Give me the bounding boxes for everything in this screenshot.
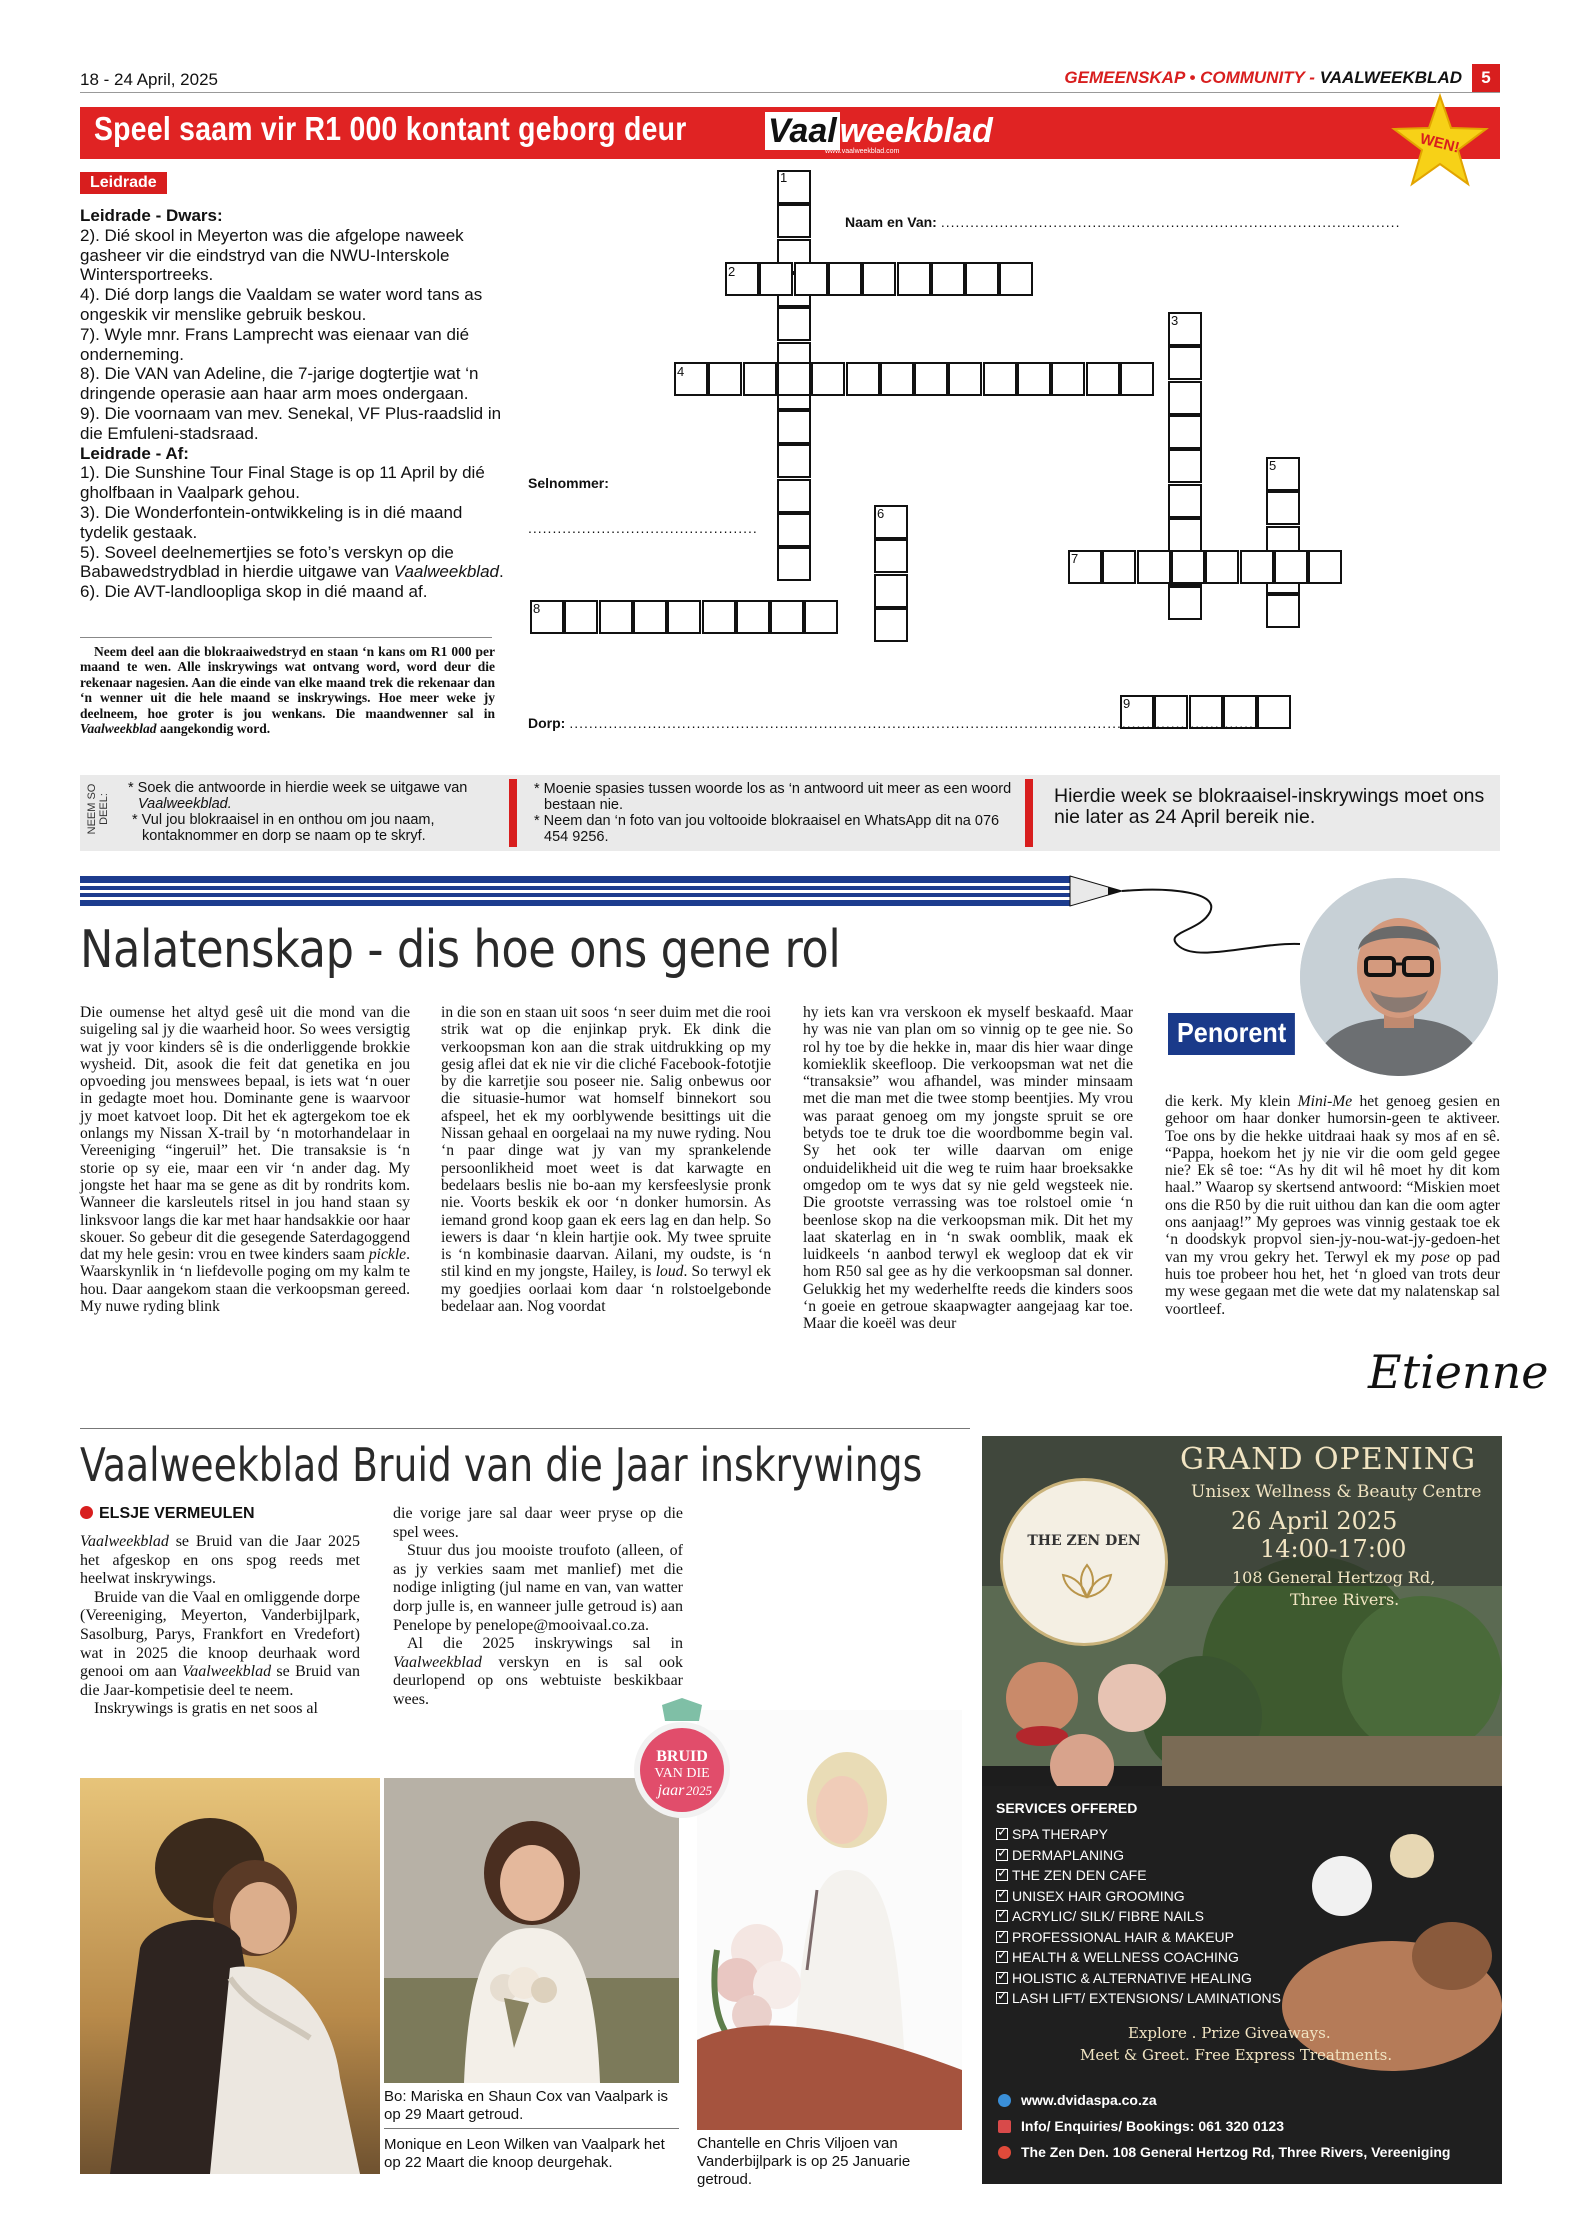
instruction-divider-2	[1025, 779, 1033, 847]
column-text-1-a: Die oumense het altyd gesê uit die mond van die suigeling sal jy die waarheid hoor. So wees versigtig wat jy voor kinders sê is die onderliggende brokkie wysheid. Dit, asook die feit dat genetika en jou opvoeding jou menswees bepaal, is iets wat ‘n ouer in gedagte moet hou. Dominante gene is waarvoor jy moet katvoet loop. Dit het ek agtergekom toe ek onlangs my Nissan X-trail by ‘n motorhandelaar in Vereeniging “ingeruil” het. Die transaksie is ‘n storie op sy eie, maar een vir ‘n ander dag. My jongste het haar ma se gene as dit by rondrits kom. Wanneer die karsleutels ritsel in jou hand staan sy linksvoor langs die kar met haar handsakkie oor haar skouer. So gebeur dit die gesegende Saterdagoggend dat my hele gesin: vrou en twee kinders saam	[80, 1004, 410, 1264]
crossword-cell[interactable]	[1168, 381, 1202, 415]
globe-icon	[998, 2094, 1011, 2107]
name-field[interactable]	[845, 214, 1400, 232]
service-label: ACRYLIC/ SILK/ FIBRE NAILS	[1012, 1908, 1204, 1924]
ad-location	[998, 2144, 1450, 2160]
byline	[80, 1505, 255, 1523]
vaalweekblad-logo	[765, 112, 993, 155]
crossword-cell[interactable]	[874, 574, 908, 608]
town-label: Dorp:	[528, 715, 566, 731]
clue-down-5: 5). Soveel deelnemertjies se foto’s verskyn op die Babawedstrydblad in hierdie uitgawe van Vaalweekblad.	[80, 542, 504, 582]
clue-down-1: 1). Die Sunshine Tour Final Stage is op 11 April by dié gholfbaan in Vaalpark gehou.	[80, 463, 485, 503]
crossword-cell[interactable]	[811, 362, 845, 396]
clue-down-5-italic: Vaalweekblad	[393, 562, 499, 582]
column-text-1-italic: pickle	[368, 1246, 407, 1264]
section-rule	[80, 1428, 970, 1429]
bruid-p4: die vorige jare sal daar weer pryse op die spel wees.	[393, 1505, 683, 1541]
bruid-p1-italic: Vaalweekblad	[80, 1533, 169, 1550]
bruid-p2-end: se Bruid van die Jaar-kompetisie deel te neem.	[80, 1663, 360, 1699]
town-field[interactable]	[528, 715, 1254, 733]
logo-url: www.vaalweekblad.com	[825, 148, 900, 155]
page-number: 5	[1472, 64, 1500, 92]
zen-den-logo	[1000, 1478, 1168, 1646]
crossword-cell[interactable]	[794, 262, 828, 296]
services-heading: SERVICES OFFERED	[996, 1800, 1138, 1816]
instructions-side-label: NEEM SO DEEL:	[86, 783, 110, 835]
badge-line-2: VAN DIE	[654, 1766, 710, 1781]
ad-headline: GRAND OPENING	[1180, 1442, 1477, 1477]
bruid-text-1	[80, 1533, 360, 1719]
bruid-p2	[80, 1589, 360, 1701]
section-label-paper: VAALWEEKBLAD	[1319, 68, 1462, 87]
column-text-3: hy iets kan vra verskoon ek myself beskaafd. Maar hy was nie van plan om so vinnig op te gee nie. So rol hy toe by die hekke in, maar dis hier waar dinge komieklik skeefloop. Die verkoopsman wat net die “transaksie” wou afhandel, was minder minsaam met die man met die twee stomp beentjies. My vrou was paraat genoeg om my jongste spruit se ore betyds toe te druk toe die woordbomme begin val. Sy het ook ter wille daarvan om enige onduidelikheid uit die weg te ruim haar broeksakke omgedop om te wys dat sy nie geld wegsteek nie. Die grootste verrassing was toe rolstoel omie ‘n beenlose skop na die verkoopsman mik. Dit het my laat skaterlag en in ‘n swak oomblik, maak ek luidkeels ‘n aanbod terwyl ek wegloop dat ek vir hom R50 sal gee as hy die verkoopsman sal donner. Gelukkig het my wederhelfte reeds die kinders soos ‘n goeie en getroue skaapwagter aangejaag kar toe. Maar die koeël was deur	[803, 1004, 1133, 1333]
service-item	[996, 1990, 1281, 2006]
crossword-number: 5	[1269, 458, 1277, 473]
columnist-photo	[1300, 878, 1498, 1076]
crossword-cell[interactable]	[1308, 550, 1342, 584]
service-item	[996, 1970, 1252, 1986]
caption-wilken: Monique en Leon Wilken van Vaalpark het op 22 Maart die knoop deurgehak.	[384, 2136, 665, 2171]
instruction-col-1	[128, 780, 508, 844]
name-label: Naam en Van:	[845, 214, 937, 230]
ad-location-text: The Zen Den. 108 General Hertzog Rd, Three Rivers, Vereeniging	[1021, 2144, 1451, 2160]
crossword-cell[interactable]	[1266, 594, 1300, 628]
checkbox-icon	[996, 1992, 1008, 2004]
bruid-p3: Inskrywings is gratis en net soos al	[94, 1700, 318, 1718]
section-label-red: GEMEENSKAP • COMMUNITY -	[1064, 68, 1320, 87]
bruid-p6-text: Al die 2025 inskrywings sal in	[407, 1635, 683, 1653]
crossword-cell[interactable]	[777, 547, 811, 581]
column-text-2	[441, 1004, 771, 1315]
issue-date: 18 - 24 April, 2025	[80, 70, 218, 89]
crossword-number: 4	[677, 364, 685, 379]
crossword-cell[interactable]	[846, 362, 880, 396]
crossword-cell[interactable]	[897, 262, 931, 296]
crossword-cell[interactable]	[828, 262, 862, 296]
bruid-p2-italic: Vaalweekblad	[182, 1663, 272, 1681]
column-text-4-italic2: pose	[1421, 1248, 1450, 1266]
crossword-number: 7	[1071, 551, 1079, 566]
crossword-cell[interactable]	[702, 600, 736, 634]
ad-subline: Unisex Wellness & Beauty Centre	[1191, 1482, 1482, 1502]
crossword-cell[interactable]	[770, 600, 804, 634]
crossword-cell[interactable]	[1168, 586, 1202, 620]
column-text-1-b: . Waarskynlik in ‘n liefdevolle poging om my kalm te hou. Daar aangekom staan die verkoopsman gereed. My nuwe ryding blink	[80, 1246, 410, 1316]
column-text-4-italic: Mini-Me	[1297, 1093, 1353, 1110]
entry-note-end: aangekondig word.	[156, 721, 271, 737]
town-dots: ............................................................................................................................................	[569, 715, 1254, 731]
service-item	[996, 1867, 1147, 1883]
checkbox-icon	[996, 1910, 1008, 1922]
columnist-portrait	[1300, 878, 1498, 1076]
badge-year: 2025	[686, 1783, 712, 1798]
caption-viljoen: Chantelle en Chris Viljoen van Vanderbijlpark is op 25 Januarie getroud.	[697, 2135, 911, 2188]
header-rule	[80, 92, 1500, 93]
crossword-cell[interactable]	[1205, 550, 1239, 584]
phone-icon	[998, 2120, 1011, 2133]
service-label: UNISEX HAIR GROOMING	[1012, 1887, 1185, 1904]
column-text-4-b: het genoeg gesien en gehoor om haar donker humorsin-geen te aktiveer. Toe ons by die hekke uitdraai haak sy mos af en sê. “Pappa, hoekom het jy nie vir die oom geld gegee nie? Ek sê toe: “As hy dit wil hê moet hy dit kom haal.” Waarop sy skertsend antwoord: “Miskien moet ons die R50 by die ruit uithou dan kan die oom agter ons aanjaag!” My geproes was vinnig gestaak toe ek ‘n doodskyk propvol sien-jy-nou-wat-jy-gedoen-het van my vrou gekry het. Terwyl ek my	[1165, 1093, 1501, 1266]
crossword-clues	[80, 206, 510, 602]
crossword-cell[interactable]	[777, 410, 811, 444]
crossword-cell[interactable]	[1274, 550, 1308, 584]
ad-meet-greet: Meet & Greet. Free Express Treatments.	[1080, 2046, 1393, 2064]
crossword-cell[interactable]	[633, 600, 667, 634]
byline-name: ELSJE VERMEULEN	[99, 1505, 255, 1522]
column-tag: Penorent	[1168, 1013, 1295, 1055]
crossword-cell[interactable]	[1171, 550, 1205, 584]
crossword-cell[interactable]	[1257, 695, 1291, 729]
star-text: WEN!	[1418, 130, 1462, 157]
ad-phone-text: Info/ Enquiries/ Bookings: 061 320 0123	[1021, 2118, 1284, 2134]
ad-website-text: www.dvidaspa.co.za	[1021, 2092, 1157, 2108]
service-item	[996, 1908, 1204, 1924]
crossword-cell[interactable]	[743, 362, 777, 396]
logo-vaal: Vaal	[765, 112, 840, 150]
caption-cox: Bo: Mariska en Shaun Cox van Vaalpark is op 29 Maart getroud.	[384, 2088, 669, 2123]
column-title: Nalatenskap - dis hoe ons gene rol	[80, 920, 841, 980]
column-text-4	[1165, 1093, 1500, 1318]
crossword-cell[interactable]	[999, 262, 1033, 296]
clue-down-3: 3). Die Wonderfontein-ontwikkeling is in dié maand tydelik gestaak.	[80, 502, 463, 542]
phone-label: Selnommer:	[528, 475, 609, 491]
deadline-note: Hierdie week se blokraaisel-inskrywings moet ons nie later as 24 April bereik nie.	[1054, 785, 1485, 828]
crossword-number: 2	[728, 264, 736, 279]
clue-down-6: 6). Die AVT-landloopliga skop in dié maand af.	[80, 582, 428, 602]
ad-time: 14:00-17:00	[1260, 1535, 1407, 1563]
crossword-number: 1	[780, 170, 788, 185]
ad-explore: Explore . Prize Giveaways.	[1128, 2024, 1331, 2042]
bruid-title: Vaalweekblad Bruid van die Jaar inskrywings	[80, 1438, 923, 1492]
star-icon	[1390, 92, 1490, 192]
instruction-1b: * Vul jou blokraaisel in en onthou om jou naam, kontaknommer en dorp se naam op te skryf.	[132, 812, 435, 844]
clues-rule	[80, 637, 492, 638]
ad-date: 26 April 2025	[1231, 1507, 1398, 1535]
checkbox-icon	[996, 1931, 1008, 1943]
ad-address-line-1: 108 General Hertzog Rd,	[1232, 1568, 1436, 1587]
crossword-cell[interactable]	[1120, 362, 1154, 396]
lotus-icon	[1057, 1561, 1117, 1601]
crossword-cell[interactable]	[1168, 346, 1202, 380]
crossword-cell[interactable]	[564, 600, 598, 634]
instruction-divider-1	[509, 779, 517, 847]
instruction-1a-text: * Soek die antwoorde in hierdie week se uitgawe van	[128, 780, 468, 796]
bruid-p6-italic: Vaalweekblad	[393, 1653, 482, 1671]
crossword-cell[interactable]	[931, 262, 965, 296]
service-label: SPA THERAPY	[1012, 1826, 1108, 1842]
ad-website[interactable]	[998, 2092, 1157, 2108]
crossword-cell[interactable]	[948, 362, 982, 396]
clues-across-heading: Leidrade - Dwars:	[80, 206, 223, 225]
name-dots: ..............................................................................................	[940, 214, 1401, 230]
crossword-cell[interactable]	[736, 600, 770, 634]
caption-rule	[384, 2128, 679, 2129]
bruid-p1-text: se Bruid van die Jaar 2025 het afgeskop en ons spog reeds met heelwat inskrywings.	[80, 1533, 360, 1588]
ad-phone[interactable]	[998, 2118, 1284, 2134]
column-text-4-a: die kerk. My klein	[1165, 1093, 1298, 1110]
clue-down-5-text: 5). Soveel deelnemertjies se foto’s verskyn op die Babawedstrydblad in hierdie uitgawe van	[80, 542, 454, 582]
crossword-cell[interactable]	[874, 539, 908, 573]
crossword-number: 6	[877, 506, 885, 521]
clue-across-4: 4). Dié dorp langs die Vaaldam se water word tans as ongeskik vir menslike gebruik beskou.	[80, 285, 483, 324]
service-label: PROFESSIONAL HAIR & MAKEUP	[1012, 1928, 1234, 1945]
service-label: HEALTH & WELLNESS COACHING	[1012, 1949, 1239, 1965]
bruid-p1	[80, 1533, 360, 1589]
crossword-cell[interactable]	[777, 479, 811, 513]
column-text-4-c: op pad huis toe probeer hou het, het ‘n gloed van trots deur my wese gegaan met die wete dat my nalatenskap sal voortleef.	[1165, 1248, 1500, 1318]
zen-den-logo-text: THE ZEN DEN	[1027, 1533, 1141, 1549]
crossword-number: 8	[533, 601, 541, 616]
crossword-cell[interactable]	[1051, 362, 1085, 396]
signature: Etienne	[1368, 1345, 1549, 1399]
crossword-cell[interactable]	[599, 600, 633, 634]
column-text-2-b: . So terwyl ek my goedjies oorlaai kom daar ‘n rolstoelgebonde bedelaar aan. Nog voordat	[441, 1263, 771, 1316]
badge-line-3: jaar	[657, 1782, 685, 1799]
crossword-cell[interactable]	[1102, 550, 1136, 584]
bruid-p2-text: Bruide van die Vaal en omliggende dorpe (Vereeniging, Meyerton, Vanderbijlpark, Sasolburg, Parys, Frankfort en Vredefort) wat in 2025 die knoop deurhaak word genooi om aan	[80, 1588, 360, 1681]
byline-dot-icon	[80, 1506, 93, 1519]
instruction-col-2	[530, 781, 1020, 845]
crossword-cell[interactable]	[777, 444, 811, 478]
crossword-cell[interactable]	[880, 362, 914, 396]
crossword-cell[interactable]	[777, 513, 811, 547]
checkbox-icon	[996, 1849, 1008, 1861]
section-label	[1064, 68, 1462, 88]
service-label: HOLISTIC & ALTERNATIVE HEALING	[1012, 1969, 1252, 1986]
service-item	[996, 1826, 1108, 1842]
column-text-2-italic: loud	[655, 1263, 684, 1281]
column-text-2-a: in die son en staan uit soos ‘n seer duim met die rooi strik wat op die enjinkap pryk. Ek dink die verkoopsman kon aan die strak uitdrukking op my gesig aflei dat ek nie vir die cliché Facebook-fototjie by die karretjie sou poseer nie. Salig onbewus oor die situasie-humor wat homself binnekort sou afspeel, het ek my oorblywende besittings uit die Nissan gehaal en oorgelaai na my nuwe ryding. Nou ‘n paar dinge wat jy van my sprankelende persoonlikheid moet weet is dat karwagte en bedelaars beslis nie bo-aan my kersfeeslysie pronk nie. Voorts beskik ek oor ‘n donker humorsin. As iemand grond koop gaan ek eers lag en dan help. So iewers is daar ‘n klein hartjie ook. My twee spruite is ‘n kombinasie daarvan. Ailani, my oudste, is ‘n stil kind en my jongste, Hailey, is	[441, 1004, 771, 1281]
crossword-cell[interactable]	[1168, 449, 1202, 483]
service-item	[996, 1888, 1185, 1904]
crossword-cell[interactable]	[874, 608, 908, 642]
bruid-p6-end: verskyn en is sal ook deurlopend op ons webtuiste beskikbaar wees.	[393, 1653, 683, 1708]
column-text-1	[80, 1004, 410, 1315]
checkbox-icon	[996, 1869, 1008, 1881]
service-item	[996, 1929, 1234, 1945]
crossword-cell[interactable]	[983, 362, 1017, 396]
crossword-cell[interactable]	[667, 600, 701, 634]
banner-title: Speel saam vir R1 000 kontant geborg deur	[94, 110, 687, 147]
checkbox-icon	[996, 1972, 1008, 1984]
service-label: DERMAPLANING	[1012, 1846, 1125, 1863]
badge-line-1: BRUID	[656, 1748, 708, 1765]
clue-across-9: 9). Die voornaam van mev. Senekal, VF Plus-raadslid in die Emfuleni-stadsraad.	[80, 403, 502, 443]
couple-photo-cox	[384, 1778, 679, 2083]
crossword-cell[interactable]	[759, 262, 793, 296]
crossword-cell[interactable]	[1240, 550, 1274, 584]
entry-note-italic: Vaalweekblad	[80, 721, 157, 737]
ad-address-line-2: Three Rivers.	[1290, 1590, 1400, 1609]
crossword-cell[interactable]	[804, 600, 838, 634]
checkbox-icon	[996, 1951, 1008, 1963]
clue-across-7: 7). Wyle mnr. Frans Lamprecht was eienaar van dié onderneming.	[80, 324, 470, 364]
instruction-1a-italic: Vaalweekblad.	[138, 796, 232, 812]
crossword-number: 3	[1171, 313, 1179, 328]
crossword-cell[interactable]	[1137, 550, 1171, 584]
service-item	[996, 1949, 1239, 1965]
crossword-cell[interactable]	[965, 262, 999, 296]
bruid-text-2	[393, 1505, 683, 1710]
clues-down-heading: Leidrade - Af:	[80, 443, 189, 463]
crossword-cell[interactable]	[708, 362, 742, 396]
crossword-cell[interactable]	[914, 362, 948, 396]
service-item	[996, 1847, 1124, 1863]
instruction-2b: * Neem dan ‘n foto van jou voltooide blokraaisel en WhatsApp dit na 076 454 9256.	[534, 813, 1000, 845]
clue-across-2: 2). Dié skool in Meyerton was die afgelope naweek gasheer vir die eindstryd van die NWU-Interskole Wintersportreeks.	[80, 225, 464, 285]
instruction-1a	[128, 780, 508, 812]
service-label: THE ZEN DEN CAFE	[1012, 1867, 1147, 1883]
crossword-cell[interactable]	[1168, 415, 1202, 449]
crossword-cell[interactable]	[777, 362, 811, 396]
crossword-cell[interactable]	[862, 262, 896, 296]
phone-field[interactable]: ...............................................	[528, 520, 758, 536]
crossword-cell[interactable]	[777, 307, 811, 341]
crossword-cell[interactable]	[1017, 362, 1051, 396]
bruid-badge-icon	[627, 1695, 737, 1820]
bruid-p5: Stuur dus jou mooiste troufoto (alleen, of as jy verkies saam met manlief) met die nodige inligting (jul name en van, van watter dorp julle is, en wanneer julle getroud is) aan Penelope by penelope@mooivaal.co.za.	[393, 1542, 683, 1634]
map-pin-icon	[998, 2146, 1011, 2159]
service-label: LASH LIFT/ EXTENSIONS/ LAMINATIONS	[1012, 1990, 1281, 2006]
entry-note	[80, 644, 495, 736]
crossword-cell[interactable]	[1266, 491, 1300, 525]
logo-weekblad: weekblad	[839, 112, 993, 150]
entry-note-text: Neem deel aan die blokraaiwedstryd en staan ‘n kans om R1 000 per maand te wen. Alle inskrywings wat ontvang word, word deur die rekenaar nagesien. Aan die einde van elke maand trek die rekenaar dan ‘n wenner uit die hele maand se inskrywings. Hoe meer weke jy deelneem, hoe groter is jou wenkans. Die maandwenner sal in	[80, 644, 495, 721]
clue-across-8: 8). Die VAN van Adeline, die 7-jarige dogtertjie wat ‘n dringende operasie aan haar arm moes ondergaan.	[80, 364, 479, 404]
crossword-number: 9	[1123, 696, 1131, 711]
clues-tag: Leidrade	[80, 172, 167, 194]
checkbox-icon	[996, 1828, 1008, 1840]
crossword-cell[interactable]	[1168, 518, 1202, 552]
couple-photo-wilken	[80, 1778, 380, 2174]
crossword-cell[interactable]	[1168, 484, 1202, 518]
checkbox-icon	[996, 1890, 1008, 1902]
instruction-2a: * Moenie spasies tussen woorde los as ‘n antwoord uit meer as een woord bestaan nie.	[534, 781, 1012, 813]
crossword-cell[interactable]	[1086, 362, 1120, 396]
crossword-cell[interactable]	[777, 204, 811, 238]
